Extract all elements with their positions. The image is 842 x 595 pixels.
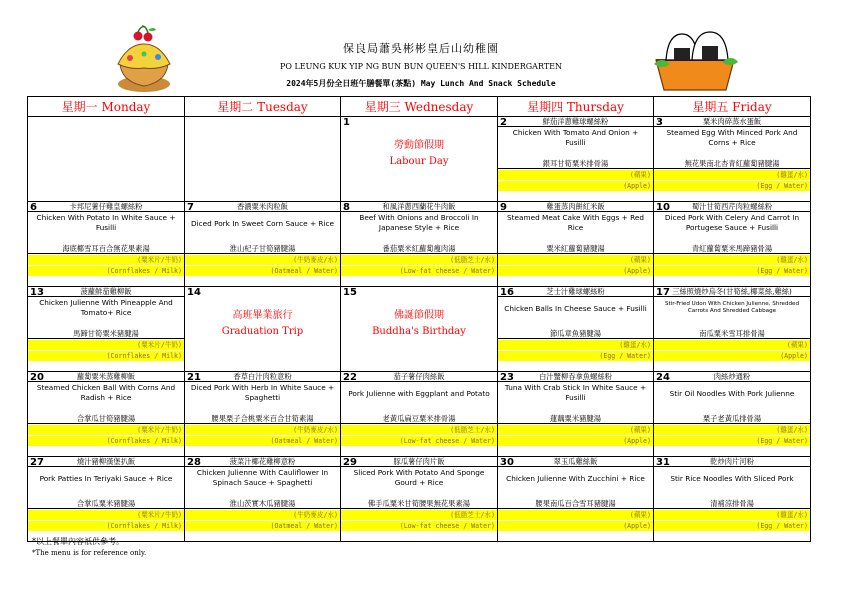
day-cell (654, 287, 811, 372)
date-number: 27 (30, 457, 44, 468)
main-dish-english: Tomato+ Rice (80, 307, 132, 317)
soup-name: 清補涼排骨湯 (654, 499, 810, 509)
main-dish-english: Pork Julienne with Eggplant and Potato (348, 389, 490, 398)
main-dish-chinese: 白汁蟹柳吞拿魚螺絲粉 (498, 372, 653, 382)
soup-name: 青紅蘿蔔粟米馬蹄豬骨湯 (654, 244, 810, 254)
soup-name: 老黃瓜扁豆粟米排骨湯 (341, 414, 497, 424)
week-row (28, 117, 811, 202)
day-header-thursday: 星期四 Thursday (498, 97, 654, 117)
main-dish-chinese: 鮮茄洋蔥雞球螺絲粉 (498, 117, 653, 127)
main-dish-english: Chicken Julienne With Zucchini + Rice (506, 474, 645, 483)
snack-chinese: (雞蛋/水) (776, 511, 808, 519)
snack-chinese: (蘋果) (629, 171, 651, 179)
rice-ball-bento-icon (652, 26, 738, 94)
date-number: 30 (500, 457, 514, 468)
day-cell (185, 202, 341, 287)
date-number: 13 (30, 287, 44, 298)
main-dish-english: Stir Rice Noodles With Sliced Pork (670, 474, 794, 483)
soup-name: 番茄粟米紅蘿蔔瘦肉湯 (341, 244, 497, 254)
date-number: 21 (187, 372, 201, 383)
day-cell (28, 287, 185, 372)
menu-body (28, 117, 811, 542)
main-dish-chinese: 蘿蔔粟米蒸雞柳飯 (28, 372, 184, 382)
main-dish-english: Fusilli (565, 137, 586, 147)
snack-chinese: (雞蛋/水) (776, 256, 808, 264)
date-number: 3 (656, 117, 663, 128)
soup-name: 淮山茨實木瓜豬腱湯 (185, 499, 340, 509)
day-cell (498, 287, 654, 372)
main-dish-english: Rice (567, 222, 584, 232)
snack-chinese: (雞蛋/水) (619, 341, 651, 349)
main-dish-english: Stir-Fried Udon With Chicken Julienne, Shredded (664, 301, 800, 307)
snack-chinese: (低脂芝士/水) (450, 511, 495, 519)
soup-name: 節瓜章魚豬腱湯 (498, 329, 653, 339)
soup-name: 栗子老黃瓜排骨湯 (654, 414, 810, 424)
soup-name: 馬蹄甘筍粟米豬腱湯 (28, 329, 184, 339)
day-cell (185, 287, 341, 372)
date-number: 1 (343, 117, 350, 128)
day-cell (28, 117, 185, 202)
day-cell (341, 202, 498, 287)
snack-chinese: (粟米片/牛奶) (137, 511, 182, 519)
soup-name: 合掌瓜甘筍豬腱湯 (28, 414, 184, 424)
date-number: 22 (343, 372, 357, 383)
holiday-name-english: Buddha's Birthday (372, 326, 466, 337)
snack-english: (Low-fat cheese / Water) (399, 437, 495, 445)
snack-english: (Low-fat cheese / Water) (399, 267, 495, 275)
main-dish-english: Steamed Egg With Minced Pork And (666, 128, 798, 137)
snack-chinese: (雞蛋/水) (776, 171, 808, 179)
date-number: 2 (500, 117, 507, 128)
school-name-chinese: 保良局蕭吳彬彬皇后山幼稚園 (343, 42, 499, 55)
soup-name: 腰果南瓜百合雪耳豬腱湯 (498, 499, 653, 509)
day-cell (498, 117, 654, 202)
snack-english: (Cornflakes / Milk) (106, 352, 182, 360)
snack-chinese: (牛奶麥皮/水) (293, 511, 338, 519)
main-dish-english: Portugese Sauce + Fusilli (685, 222, 779, 232)
day-cell (654, 457, 811, 542)
main-dish-english: Chicken Julienne With Cauliflower In (196, 468, 329, 477)
date-number: 29 (343, 457, 357, 468)
snack-english: (Apple) (780, 352, 808, 360)
main-dish-chinese: 茄子薯仔肉絲飯 (341, 372, 497, 382)
day-cell (654, 202, 811, 287)
week-row (28, 372, 811, 457)
main-dish-english: Steamed Meat Cake With Eggs + Red (507, 213, 644, 222)
main-dish-english: Chicken Balls In Cheese Sauce + Fusilli (504, 304, 647, 313)
date-number: 7 (187, 202, 194, 213)
date-number: 10 (656, 202, 670, 213)
holiday-name-chinese: 佛誕節假期 (394, 310, 444, 321)
snack-chinese: (蘋果) (629, 511, 651, 519)
date-number: 24 (656, 372, 670, 383)
main-dish-english: Tuna With Crab Stick In White Sauce + (504, 383, 647, 392)
week-row (28, 202, 811, 287)
main-dish-chinese: 卡邦尼薯仔雞皇螺絲粉 (28, 202, 184, 212)
snack-english: (Oatmeal / Water) (270, 267, 338, 275)
week-row (28, 287, 811, 372)
snack-english: (Cornflakes / Milk) (106, 267, 182, 275)
main-dish-english: Japanese Style + Rice (378, 222, 460, 232)
holiday-name-english: Labour Day (389, 156, 449, 167)
main-dish-english: Gourd + Rice (394, 477, 444, 487)
main-dish-chinese: 菠蘿鮮茄雞柳飯 (28, 287, 184, 297)
main-dish-chinese: 香草白汁肉粒意粉 (185, 372, 340, 382)
snack-english: (Egg / Water) (756, 267, 808, 275)
date-number: 23 (500, 372, 514, 383)
main-dish-chinese: 芝士汁雞球螺絲粉 (498, 287, 653, 297)
snack-english: (Oatmeal / Water) (270, 522, 338, 530)
main-dish-chinese: 翠玉瓜雞絲飯 (498, 457, 653, 467)
main-dish-english: Corns + Rice (708, 137, 756, 147)
snack-english: (Apple) (623, 522, 651, 530)
main-dish-english: Steamed Chicken Ball With Corns And (36, 383, 176, 392)
main-dish-chinese: 蜀汁甘筍西芹肉粒螺絲粉 (654, 202, 810, 212)
holiday-name-english: Graduation Trip (221, 326, 304, 337)
soup-name: 南瓜粟米雪耳排骨湯 (654, 329, 810, 339)
snack-english: (Egg / Water) (756, 182, 808, 190)
day-cell (498, 372, 654, 457)
snack-chinese: (低脂芝士/水) (450, 256, 495, 264)
main-dish-english: Fusilli (565, 392, 586, 402)
soup-name: 海底椰雪耳百合無花果素湯 (28, 244, 184, 254)
day-header-friday: 星期五 Friday (654, 97, 811, 117)
menu-table (27, 96, 811, 542)
snack-english: (Apple) (623, 267, 651, 275)
main-dish-english: Carrots And Shredded Cabbage (687, 308, 777, 314)
header (0, 0, 842, 96)
day-cell (341, 457, 498, 542)
day-header-row (28, 97, 811, 117)
soup-name: 無花果南北杏青紅蘿蔔豬腱湯 (654, 159, 810, 169)
snack-english: (Egg / Water) (756, 522, 808, 530)
week-row (28, 457, 811, 542)
main-dish-english: Spaghetti (244, 392, 281, 402)
soup-name: 淮山杞子甘筍豬腱湯 (185, 244, 340, 254)
snack-english: (Cornflakes / Milk) (106, 437, 182, 445)
snack-english: (Cornflakes / Milk) (106, 522, 182, 530)
schedule-title: 2024年5月份全日班午膳餐單(茶點) May Lunch And Snack Schedule (286, 79, 556, 88)
main-dish-english: Spinach Sauce + Spaghetti (212, 477, 313, 487)
main-dish-chinese: 雞蛋蒸肉餅紅米飯 (498, 202, 653, 212)
date-number: 14 (187, 287, 201, 298)
soup-name: 腰果栗子合桃粟米百合甘筍素湯 (185, 414, 340, 424)
snack-chinese: (蘋果) (629, 426, 651, 434)
day-cell (28, 372, 185, 457)
main-dish-english: Diced Pork With Celery And Carrot In (664, 213, 800, 222)
day-cell (28, 202, 185, 287)
soup-name: 佛手瓜粟米甘筍腰果無花果素湯 (341, 499, 497, 509)
date-number: 9 (500, 202, 507, 213)
day-cell (185, 457, 341, 542)
snack-chinese: (粟米片/牛奶) (137, 256, 182, 264)
date-number: 17 (656, 287, 670, 298)
main-dish-english: Pork Patties In Teriyaki Sauce + Rice (39, 474, 173, 483)
snack-chinese: (低脂芝士/水) (450, 426, 495, 434)
main-dish-english: Sliced Pork With Potato And Sponge (353, 468, 485, 477)
day-cell (185, 117, 341, 202)
snack-chinese: (雞蛋/水) (776, 426, 808, 434)
footer-note-english: *The menu is for reference only. (32, 549, 147, 557)
main-dish-chinese: 乾炒肉片河粉 (654, 457, 810, 467)
main-dish-chinese: 香濃粟米肉粒飯 (185, 202, 340, 212)
day-header-monday: 星期一 Monday (28, 97, 185, 117)
main-dish-english: Beef With Onions and Broccoli In (359, 213, 479, 222)
holiday-name-chinese: 勞動節假期 (394, 140, 444, 151)
snack-chinese: (粟米片/牛奶) (137, 341, 182, 349)
snack-chinese: (牛奶麥皮/水) (293, 426, 338, 434)
main-dish-chinese: 燒汁豬柳漢堡扒飯 (28, 457, 184, 467)
snack-english: (Apple) (623, 182, 651, 190)
main-dish-chinese: 菠菜汁椰花雞柳意粉 (185, 457, 340, 467)
soup-name: 蓮藕粟米豬腱湯 (498, 414, 653, 424)
day-cell (341, 287, 498, 372)
date-number: 31 (656, 457, 670, 468)
main-dish-chinese: 三絲照燒炒烏冬(甘筍絲,椰菜絲,雞絲) (654, 287, 810, 297)
snack-english: (Low-fat cheese / Water) (399, 522, 495, 530)
snack-chinese: (粟米片/牛奶) (137, 426, 182, 434)
school-name-english: PO LEUNG KUK YIP NG BUN BUN QUEEN'S HILL KINDERGARTEN (279, 62, 563, 71)
soup-name: 合掌瓜粟米豬腱湯 (28, 499, 184, 509)
main-dish-english: Diced Pork In Sweet Corn Sauce + Rice (190, 219, 335, 228)
snack-chinese: (蘋果) (786, 341, 808, 349)
main-dish-english: Stir Oil Noodles With Pork Julienne (669, 389, 795, 398)
day-cell (28, 457, 185, 542)
main-dish-english: Diced Pork With Herb In White Sauce + (190, 383, 335, 392)
main-dish-english: Fusilli (95, 222, 117, 232)
day-cell (498, 457, 654, 542)
snack-chinese: (牛奶麥皮/水) (293, 256, 338, 264)
date-number: 15 (343, 287, 357, 298)
day-header-wednesday: 星期三 Wednesday (341, 97, 498, 117)
date-number: 16 (500, 287, 514, 298)
snack-english: (Egg / Water) (599, 352, 651, 360)
day-cell (654, 117, 811, 202)
main-dish-chinese: 和風洋蔥西蘭花牛肉飯 (341, 202, 497, 212)
main-dish-chinese: 豚瓜薯仔肉片飯 (341, 457, 497, 467)
snack-english: (Apple) (623, 437, 651, 445)
date-number: 6 (30, 202, 37, 213)
snack-english: (Oatmeal / Water) (270, 437, 338, 445)
snack-english: (Egg / Water) (756, 437, 808, 445)
main-dish-chinese: 粟米肉碎蒸水蛋飯 (654, 117, 810, 127)
date-number: 8 (343, 202, 350, 213)
day-cell (341, 117, 498, 202)
main-dish-english: Chicken With Potato In White Sauce + (36, 213, 176, 222)
main-dish-english: Chicken Julienne With Pineapple And (39, 298, 173, 307)
soup-name: 銀耳甘筍粟米排骨湯 (498, 159, 653, 169)
main-dish-english: Chicken With Tomato And Onion + (512, 128, 639, 137)
main-dish-english: Radish + Rice (80, 392, 132, 402)
footer-note-chinese: *以上餐單內容祇供參考。 (32, 537, 124, 546)
main-dish-chinese: 肉絲炒通粉 (654, 372, 810, 382)
day-cell (185, 372, 341, 457)
snack-chinese: (蘋果) (629, 256, 651, 264)
day-cell (498, 202, 654, 287)
soup-name: 粟米紅蘿蔔豬腱湯 (498, 244, 653, 254)
date-number: 28 (187, 457, 201, 468)
date-number: 20 (30, 372, 44, 383)
day-header-tuesday: 星期二 Tuesday (185, 97, 341, 117)
day-cell (341, 372, 498, 457)
holiday-name-chinese: 高班畢業旅行 (232, 310, 293, 321)
day-cell (654, 372, 811, 457)
